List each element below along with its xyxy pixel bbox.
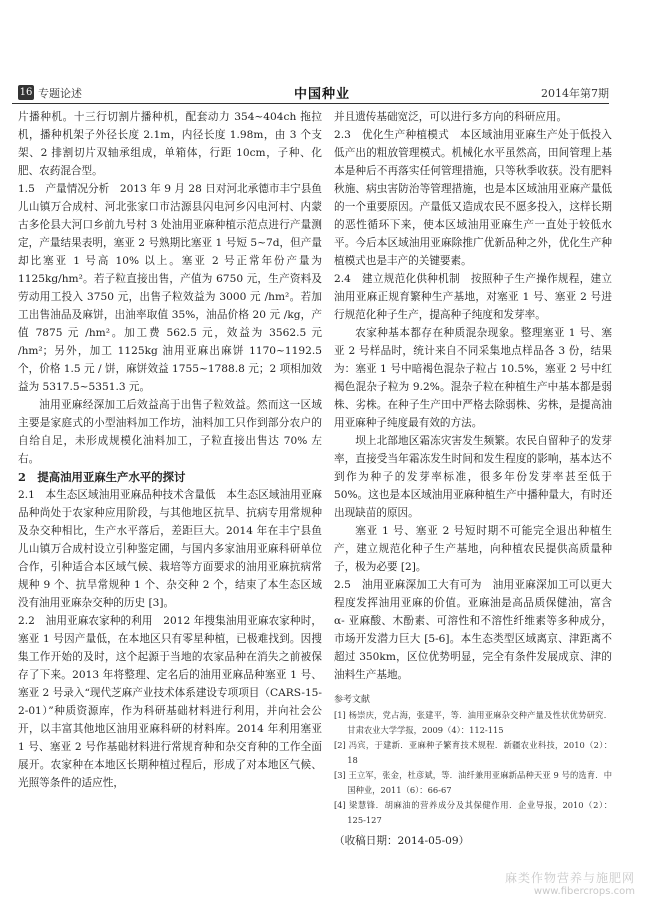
- paragraph: 坝上北部地区霜冻灾害发生频繁。农民自留种子的发芽率，直接受当年霜冻发生时间和发生程度的影响，基本达不到作为种子的发芽率标准，很多年份发芽率甚至低于 50%。这也是本区域油用亚麻种植生产中播种量大，有时还出现缺苗的原因。: [334, 435, 612, 519]
- issue-label: 2014年第7期: [541, 87, 609, 100]
- watermark-text: 麻类作物营养与施肥网: [504, 871, 635, 885]
- references-list: [334, 708, 612, 828]
- paragraph: 2.4 建立规范化供种机制 按照种子生产操作规程，建立油用亚麻正规育繁种生产基地，对塞亚 1 号、塞亚 2 号进行规范化种子生产，提高种子纯度和发芽率。: [334, 273, 612, 321]
- paragraph: 农家种基本都存在种质混杂现象。整理塞亚 1 号、塞亚 2 号样品时，统计来自不同采集地点样品各 3 份，结果为：塞亚 1 号中暗褐色混杂子粒占 10.5%，塞亚 2 号中红褐色混杂子粒为 9.2%。混杂子粒在种植生产中基本都是弱株、劣株。在种子生产田中严格去除弱株、劣株，是提高油用亚麻种子纯度最有效的方法。: [334, 327, 612, 429]
- paragraph: 2.5 油用亚麻深加工大有可为 油用亚麻深加工可以更大程度发挥油用亚麻的价值。亚麻油是高品质保健油，富含 α- 亚麻酸、木酚素、可溶性和不溶性纤维素等多种成分，市场开发潜力巨大 [5-6]。本生态类型区域离京、津距离不超过 350km，区位优势明显，完全有条件发展成京、津的油料生产基地。: [334, 579, 612, 681]
- paragraph: 片播种机。十三行切割片播种机，配套动力 354~404ch 拖拉机，播种机架子外径长度 2.1m，内径长度 1.98m，由 3 个支架、2 排割切片双轴承组成，单箱体，行距 10cm，子种、化肥、农药混合型。: [18, 111, 322, 177]
- header-rule: [12, 103, 609, 104]
- paragraph: 油用亚麻经深加工后效益高于出售子粒效益。然而这一区域主要是家庭式的小型油料加工作坊，油料加工只作到部分农户的自给自足，未形成规模化油料加工，子粒直接出售达 70% 左右。: [18, 399, 322, 465]
- received-date: （收稿日期：2014-05-09）: [334, 835, 470, 847]
- paragraph: 塞亚 1 号、塞亚 2 号短时期不可能完全退出种植生产，建立规范化种子生产基地，向种植农民提供高质量种子，极为必要 [2]。: [334, 525, 612, 573]
- paragraph: 2.3 优化生产种植模式 本区域油用亚麻生产处于低投入低产出的粗放管理模式。机械化水平虽然高，田间管理上基本是种后不再落实任何管理措施，只等秋季收获。没有肥料秋施、病虫害防治等管理措施，也是本区域油用亚麻产量低的一个重要原因。产量低又造成农民不愿多投入，这样长期的恶性循环下来，使本区域油用亚麻生产一直处于较低水平。今后本区域油用亚麻除推广优新品种之外，优化生产种植模式也是丰产的关键要素。: [334, 129, 612, 267]
- paragraph: 2.2 油用亚麻农家种的利用 2012 年搜集油用亚麻农家种时，塞亚 1 号因产量低，在本地区只有零星种植，已极难找到。因搜集工作开始的及时，这个起源于当地的农家品种在消失之前被保存了下来。2013 年将整理、定名后的油用亚麻品种塞亚 1 号、塞亚 2 号录入“现代芝麻产业技术体系建设专项项目（CARS-15-2-01）”种质资源库，作为科研基础材料进行利用，并向社会公开，以丰富其他地区油用亚麻科研的材料库。2014 年利用塞亚 1 号、塞亚 2 号作基础材料进行常规育种和杂交育种的工作全面展开。农家种在本地区长期种植过程后，形成了对本地区气候、光照等条件的适应性，: [18, 615, 322, 789]
- paragraph: 并且遗传基础宽泛，可以进行多方向的科研应用。: [334, 111, 568, 123]
- page-number: 16: [19, 87, 33, 98]
- references-title: 参考文献: [334, 695, 371, 705]
- paragraph: 2.1 本生态区域油用亚麻品种技术含量低 本生态区域油用亚麻品种尚处于农家种应用阶段，与其他地区抗旱、抗病专用常规种及杂交种相比，生产水平落后，差距巨大。2014 年在丰宁县鱼儿山镇万合成村设立引种鉴定圃，与国内多家油用亚麻科研单位合作，引种适合本区域气候、栽培等方面要求的油用亚麻抗病常规种 9 个、抗旱常规种 1 个、杂交种 2 个，结束了本生态区域没有油用亚麻杂交种的历史 [3]。: [18, 489, 322, 609]
- section-label: 专题论述: [38, 87, 82, 100]
- reference-item: [1] 杨崇庆，党占海，张建平，等．油用亚麻杂交种产量及性状优势研究．甘肃农业大学学报，2009（4）：112-115: [334, 710, 612, 735]
- reference-item: [2] 冯宾，于建新．亚麻种子繁育技术规程．新疆农业科技，2010（2）：18: [334, 740, 612, 765]
- reference-item: [4] 梁慧锋．胡麻油的营养成分及其保健作用．企业导报，2010（2）：125-127: [334, 800, 612, 825]
- page-header: [12, 82, 609, 104]
- reference-item: [3] 王立军，张金，杜彦斌，等．油纤兼用亚麻新品种天亚 9 号的选育．中国种业，2011（6）：66-67: [334, 770, 612, 795]
- section-heading: 2 提高油用亚麻生产水平的探讨: [18, 470, 186, 484]
- watermark: [505, 869, 635, 897]
- watermark-url: www.fibercrops.com: [533, 886, 635, 897]
- left-column: [18, 108, 322, 792]
- right-column-body: [334, 108, 612, 684]
- journal-title: 中国种业: [294, 87, 351, 102]
- paragraph: 1.5 产量情况分析 2013 年 9 月 28 日对河北承德市丰宁县鱼儿山镇万合成村、河北张家口市沽源县闪电河乡闪电河村、内蒙古多伦县大河口乡前九号村 3 处油用亚麻种植示范点进行产量测定，产量结果表明，塞亚 2 号熟期比塞亚 1 号短 5~7d，但产量却比塞亚 1 号高 10% 以上。塞亚 2 号正常年份产量为 1125kg/hm²。若子粒直接出售，产值为 6750 元，生产资料及劳动用工投入 3750 元，出售子粒效益为 3000 元 /hm²。若加工出售油品及麻饼，出油率取值 35%，油品价格 20 元 /kg，产值 7875 元 /hm²。加工费 562.5 元，效益为 3562.5 元 /hm²；另外，加工 1125kg 油用亚麻出麻饼 1170~1192.5 个，价格 1.5 元 / 饼，麻饼效益 1755~1788.8 元；2 项相加效益为 5317.5~5351.3 元。: [18, 183, 322, 393]
- right-column: [334, 108, 612, 850]
